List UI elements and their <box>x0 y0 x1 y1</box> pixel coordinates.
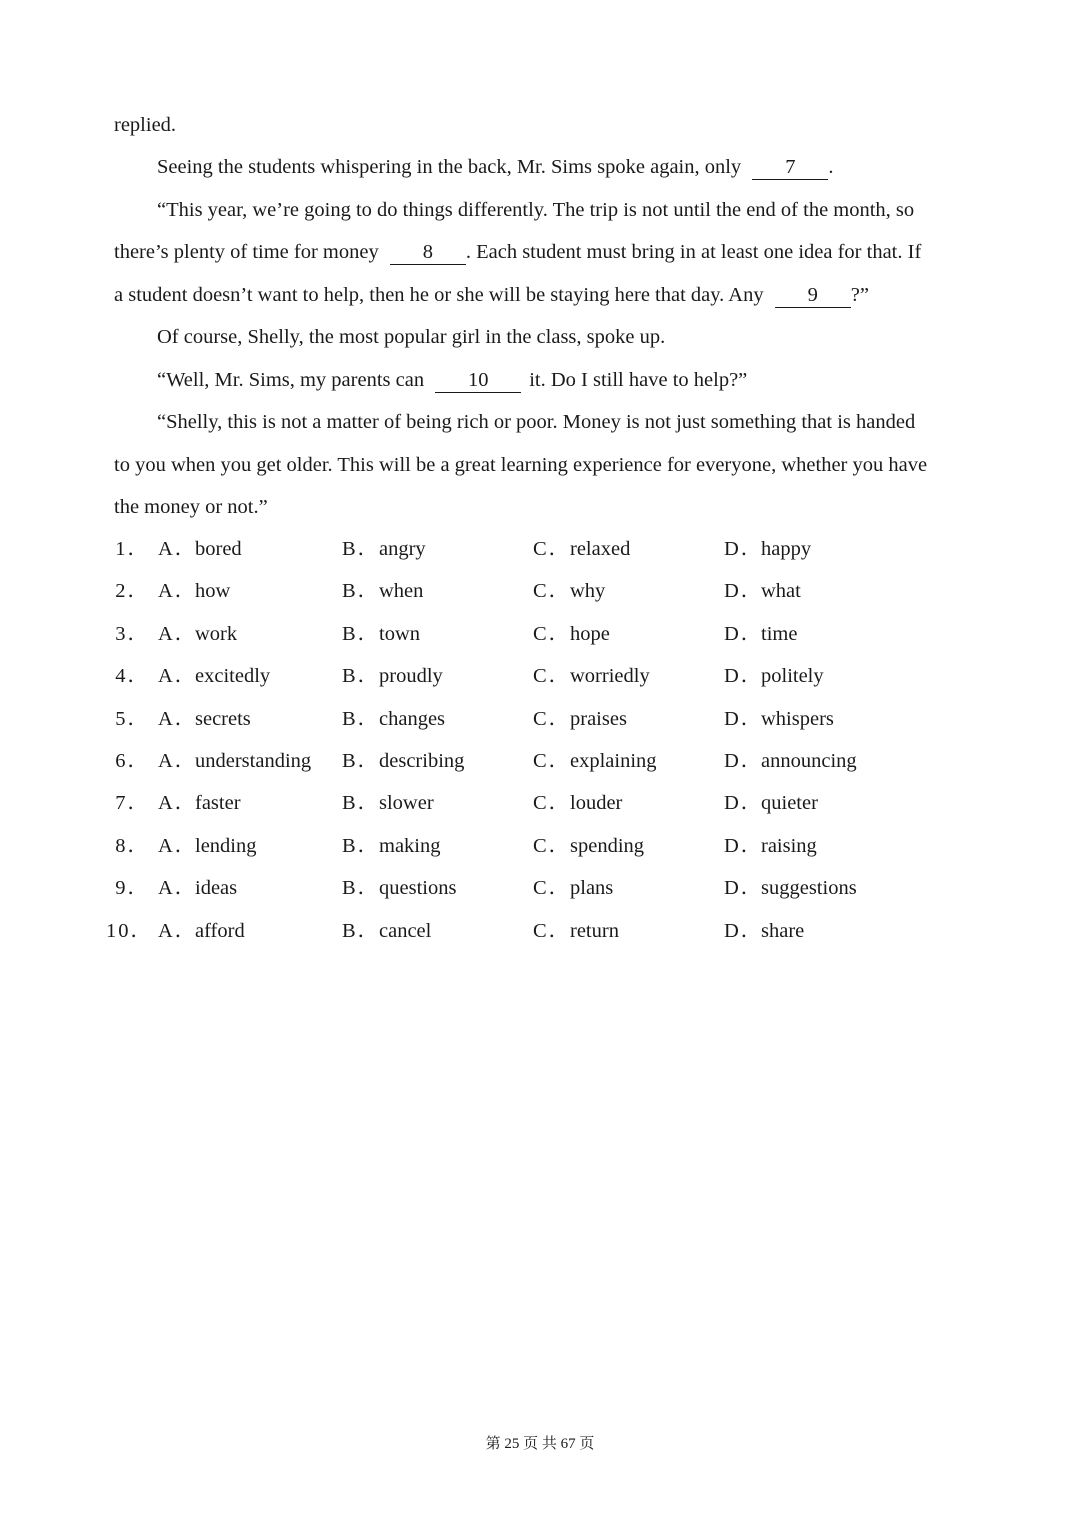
page-footer <box>0 1432 1080 1456</box>
option-c <box>533 619 610 649</box>
option-text: quieter <box>761 792 818 815</box>
option-text: town <box>379 622 420 645</box>
option-text: why <box>570 580 606 603</box>
passage-line <box>157 408 915 436</box>
option-text: explaining <box>570 750 657 772</box>
option-text: cancel <box>379 919 432 942</box>
option-c <box>533 916 619 946</box>
passage-text: “Shelly, this is not a matter of being rich or poor. Money is not just something that is handed <box>157 411 916 433</box>
option-letter: C． <box>533 877 572 900</box>
option-letter: C． <box>533 622 572 645</box>
option-letter: B． <box>342 622 381 645</box>
option-text: relaxed <box>570 538 631 560</box>
option-letter: A． <box>158 538 198 560</box>
option-letter: A． <box>158 750 198 772</box>
option-letter: B． <box>342 750 381 772</box>
question-number: 6． <box>115 750 150 772</box>
option-text: raising <box>761 834 817 857</box>
passage-text: it. Do I still have to help?” <box>529 369 748 391</box>
option-b <box>342 788 434 818</box>
option-d <box>724 916 805 946</box>
option-a <box>158 619 238 649</box>
passage-line <box>157 196 914 224</box>
question-number: 7． <box>115 792 150 815</box>
page-number: 第 25 页 共 67 页 <box>485 1436 595 1452</box>
option-letter: D． <box>724 665 764 688</box>
passage-text: a student doesn’t want to help, then he or she will be staying here that day. Any <box>114 284 764 306</box>
passage-line <box>114 238 921 266</box>
option-text: time <box>761 622 798 645</box>
option-a <box>158 576 231 606</box>
option-letter: D． <box>724 622 764 645</box>
option-text: plans <box>570 877 614 900</box>
option-a <box>158 746 312 776</box>
passage-line <box>157 366 747 394</box>
blank-10: 10 <box>435 368 521 393</box>
option-d <box>724 788 818 818</box>
passage-text: there’s plenty of time for money <box>114 241 379 263</box>
option-letter: D． <box>724 877 764 900</box>
question-number: 2． <box>115 580 150 603</box>
option-text: ideas <box>195 877 238 900</box>
passage-line <box>157 323 665 351</box>
option-b <box>342 576 424 606</box>
question-number: 9． <box>115 877 150 900</box>
option-letter: A． <box>158 792 198 815</box>
option-d <box>724 704 834 734</box>
passage-text: . <box>828 156 834 178</box>
option-letter: C． <box>533 792 572 815</box>
option-letter: D． <box>724 538 764 560</box>
option-a <box>158 788 241 818</box>
option-a <box>158 534 242 564</box>
option-b <box>342 534 426 564</box>
option-d <box>724 619 798 649</box>
passage-text: Of course, Shelly, the most popular girl in the class, spoke up. <box>157 326 666 348</box>
passage-line <box>114 493 268 521</box>
passage-text: ?” <box>850 284 869 306</box>
option-text: questions <box>379 877 457 900</box>
option-text: praises <box>570 707 627 730</box>
option-letter: A． <box>158 877 198 900</box>
option-d <box>724 576 801 606</box>
option-letter: B． <box>342 919 381 942</box>
option-letter: D． <box>724 580 764 603</box>
passage-text: “Well, Mr. Sims, my parents can <box>157 369 425 391</box>
option-letter: A． <box>158 834 198 857</box>
option-c <box>533 831 645 861</box>
option-letter: C． <box>533 580 572 603</box>
option-c <box>533 704 627 734</box>
option-letter: A． <box>158 622 198 645</box>
question-number: 8． <box>115 834 150 857</box>
passage-text: “This year, we’re going to do things differently. The trip is not until the end of the month, so <box>157 199 915 221</box>
passage-text: to you when you get older. This will be a great learning experience for everyone, whether you have <box>114 454 928 476</box>
option-letter: B． <box>342 580 381 603</box>
option-letter: D． <box>724 792 764 815</box>
option-a <box>158 661 271 691</box>
option-text: when <box>379 580 424 603</box>
option-text: understanding <box>195 750 312 772</box>
option-text: excitedly <box>195 665 271 688</box>
option-a <box>158 831 257 861</box>
option-c <box>533 534 631 564</box>
option-letter: B． <box>342 834 381 857</box>
option-b <box>342 661 443 691</box>
option-b <box>342 746 465 776</box>
option-b <box>342 873 457 903</box>
option-d <box>724 831 817 861</box>
option-letter: C． <box>533 834 572 857</box>
option-letter: A． <box>158 707 198 730</box>
question-number: 5． <box>115 707 150 730</box>
option-d <box>724 661 824 691</box>
option-text: bored <box>195 538 242 560</box>
option-letter: B． <box>342 707 381 730</box>
question-number: 10． <box>106 919 153 942</box>
option-letter: C． <box>533 919 572 942</box>
option-text: how <box>195 580 231 603</box>
option-letter: A． <box>158 580 198 603</box>
option-text: worriedly <box>570 665 650 688</box>
passage-line <box>157 153 833 181</box>
option-text: hope <box>570 622 610 645</box>
option-letter: C． <box>533 538 572 560</box>
option-d <box>724 746 857 776</box>
option-letter: C． <box>533 750 572 772</box>
passage-text: . Each student must bring in at least one idea for that. If <box>465 241 922 263</box>
option-letter: B． <box>342 538 381 560</box>
passage-line <box>114 451 927 479</box>
option-letter: D． <box>724 919 764 942</box>
option-letter: B． <box>342 665 381 688</box>
option-text: suggestions <box>761 877 857 900</box>
option-letter: D． <box>724 750 764 772</box>
option-letter: A． <box>158 919 198 942</box>
option-text: secrets <box>195 707 251 730</box>
option-text: describing <box>379 750 465 772</box>
option-a <box>158 916 245 946</box>
option-letter: C． <box>533 707 572 730</box>
blank-8: 8 <box>390 240 466 265</box>
option-letter: A． <box>158 665 198 688</box>
passage-text: replied. <box>114 114 177 136</box>
option-text: angry <box>379 538 426 560</box>
option-text: share <box>761 919 805 942</box>
question-number: 3． <box>115 622 150 645</box>
option-a <box>158 704 251 734</box>
option-text: happy <box>761 538 812 560</box>
option-text: whispers <box>761 707 834 730</box>
option-b <box>342 619 420 649</box>
passage-line <box>114 111 176 139</box>
option-letter: B． <box>342 792 381 815</box>
passage-line <box>114 281 869 309</box>
option-d <box>724 873 857 903</box>
option-text: changes <box>379 707 446 730</box>
option-letter: D． <box>724 707 764 730</box>
question-number: 4． <box>115 665 150 688</box>
question-number: 1． <box>115 538 150 560</box>
option-text: what <box>761 580 801 603</box>
option-text: making <box>379 834 441 857</box>
option-c <box>533 661 650 691</box>
option-text: faster <box>195 792 241 815</box>
option-text: louder <box>570 792 623 815</box>
option-a <box>158 873 238 903</box>
option-text: politely <box>761 665 824 688</box>
option-text: afford <box>195 919 245 942</box>
option-text: proudly <box>379 665 443 688</box>
option-c <box>533 873 614 903</box>
option-text: slower <box>379 792 434 815</box>
option-text: lending <box>195 834 257 857</box>
option-letter: D． <box>724 834 764 857</box>
option-text: announcing <box>761 750 857 772</box>
option-letter: B． <box>342 877 381 900</box>
option-b <box>342 831 441 861</box>
option-text: return <box>570 919 619 942</box>
option-c <box>533 746 657 776</box>
blank-9: 9 <box>775 283 851 308</box>
option-d <box>724 534 812 564</box>
option-text: work <box>195 622 238 645</box>
option-c <box>533 576 606 606</box>
option-text: spending <box>570 834 645 857</box>
passage-text: the money or not.” <box>114 496 268 518</box>
blank-7: 7 <box>752 155 828 180</box>
option-b <box>342 704 446 734</box>
passage-text: Seeing the students whispering in the back, Mr. Sims spoke again, only <box>157 156 742 178</box>
option-c <box>533 788 623 818</box>
option-letter: C． <box>533 665 572 688</box>
option-b <box>342 916 432 946</box>
